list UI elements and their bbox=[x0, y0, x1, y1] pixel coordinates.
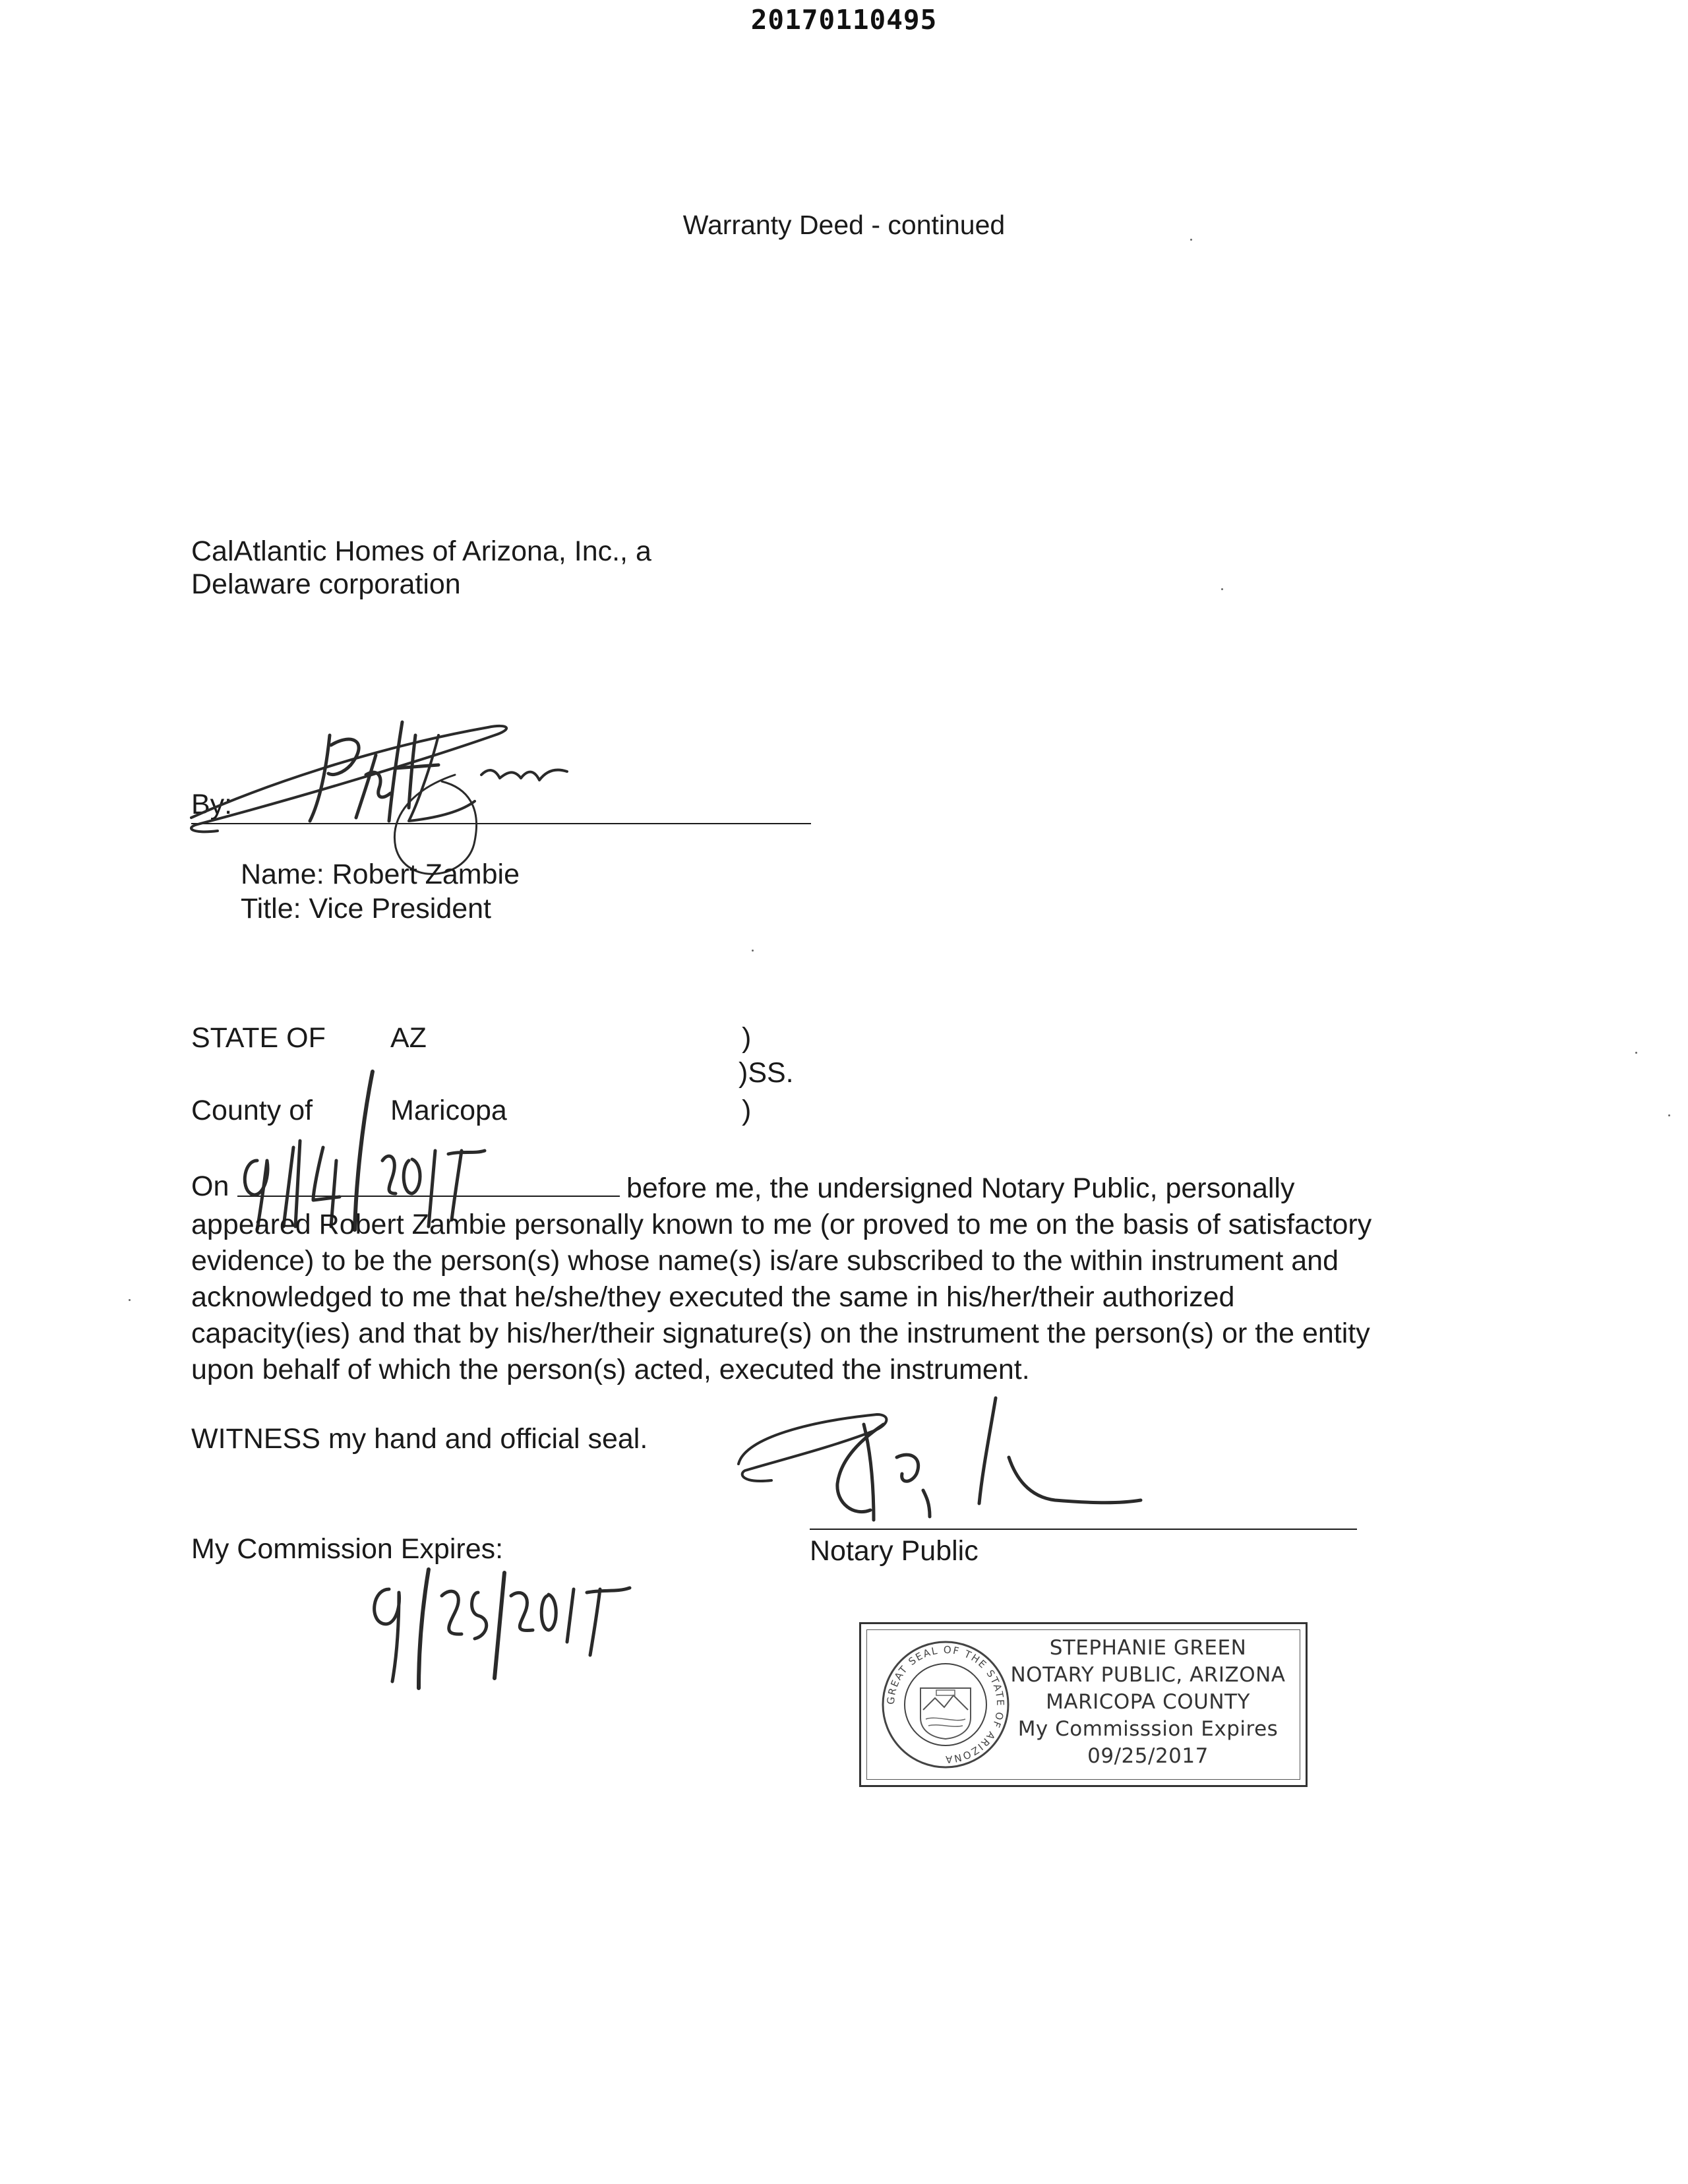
scan-speck bbox=[1668, 1114, 1670, 1116]
by-label: By: bbox=[191, 789, 233, 820]
acknowledgment-paragraph bbox=[191, 1170, 1503, 1388]
scan-speck bbox=[1635, 1052, 1637, 1054]
county-value: Maricopa bbox=[390, 1095, 507, 1126]
arizona-state-seal-icon bbox=[880, 1639, 1011, 1771]
scan-speck bbox=[752, 950, 754, 952]
signer-name: Name: Robert Zambie bbox=[241, 859, 520, 890]
notary-stamp bbox=[859, 1622, 1308, 1787]
scan-speck bbox=[1190, 239, 1192, 241]
scan-speck bbox=[129, 1299, 131, 1301]
acknowledgment-line: acknowledged to me that he/she/they executed the same in his/her/their authorized bbox=[191, 1281, 1235, 1313]
bracket-top: ) bbox=[742, 1022, 752, 1054]
notary-public-label: Notary Public bbox=[810, 1535, 979, 1567]
acknowledgment-line: before me, the undersigned Notary Public, personally bbox=[626, 1172, 1295, 1204]
stamp-notary-name: STEPHANIE GREEN bbox=[1049, 1636, 1247, 1660]
notary-signature bbox=[732, 1385, 1154, 1543]
ss-label: )SS. bbox=[738, 1057, 794, 1089]
grantor-name-line-1: CalAtlantic Homes of Arizona, Inc., a bbox=[191, 535, 651, 567]
signer-title: Title: Vice President bbox=[241, 893, 492, 925]
stamp-expires-date: 09/25/2017 bbox=[1087, 1744, 1209, 1768]
acknowledgment-line: capacity(ies) and that by his/her/their signature(s) on the instrument the person(s) or the entity bbox=[191, 1318, 1370, 1349]
witness-statement: WITNESS my hand and official seal. bbox=[191, 1423, 648, 1455]
stamp-county: MARICOPA COUNTY bbox=[1046, 1690, 1250, 1714]
notary-signature-line bbox=[810, 1529, 1357, 1530]
grantor-name-line-2: Delaware corporation bbox=[191, 568, 461, 600]
state-value: AZ bbox=[390, 1022, 427, 1054]
acknowledgment-line: appeared Robert Zambie personally known to me (or proved to me on the basis of satisfactory bbox=[191, 1209, 1372, 1240]
document-heading: Warranty Deed - continued bbox=[682, 210, 1006, 240]
scan-speck bbox=[1221, 588, 1223, 590]
on-label: On bbox=[191, 1170, 229, 1202]
stamp-text-block bbox=[996, 1635, 1300, 1770]
seal-ring-text: GREAT SEAL OF THE STATE OF ARIZONA bbox=[884, 1643, 1007, 1766]
acknowledgment-line: evidence) to be the person(s) whose name(s) is/are subscribed to the within instrument and bbox=[191, 1245, 1339, 1277]
acknowledgment-line: upon behalf of which the person(s) acted, executed the instrument. bbox=[191, 1354, 1030, 1385]
handwritten-commission-date bbox=[363, 1563, 679, 1695]
state-label: STATE OF bbox=[191, 1022, 326, 1054]
bracket-bottom: ) bbox=[742, 1095, 752, 1126]
recording-number: 20170110495 bbox=[750, 4, 938, 36]
stamp-expires-label: My Commisssion Expires bbox=[1017, 1717, 1279, 1741]
commission-expires-label: My Commission Expires: bbox=[191, 1533, 504, 1565]
county-label: County of bbox=[191, 1095, 313, 1126]
stamp-notary-title: NOTARY PUBLIC, ARIZONA bbox=[1010, 1663, 1286, 1687]
